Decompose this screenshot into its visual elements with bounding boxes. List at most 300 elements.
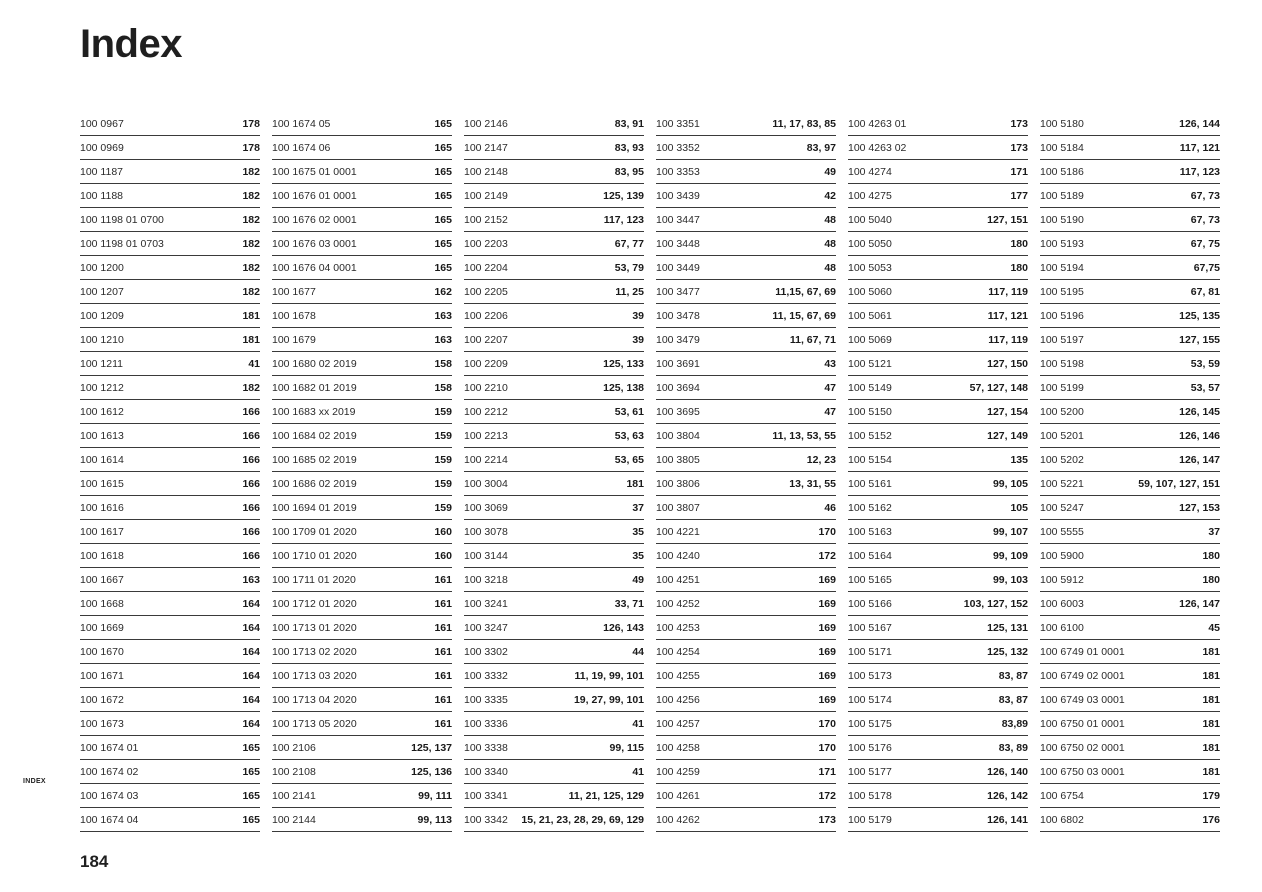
index-row — [80, 568, 260, 592]
page-references: 57, 127, 148 — [969, 381, 1028, 394]
index-row — [656, 328, 836, 352]
index-row — [848, 328, 1028, 352]
page-references: 171 — [1010, 165, 1028, 178]
article-number: 100 1212 — [80, 381, 124, 394]
page-references: 159 — [434, 405, 452, 418]
page-references: 83,89 — [1001, 717, 1028, 730]
page-references: 181 — [242, 309, 260, 322]
page-references: 53, 57 — [1190, 381, 1220, 394]
index-row — [1040, 808, 1220, 832]
article-number: 100 3342 — [464, 813, 508, 826]
index-row — [848, 520, 1028, 544]
page-references: 44 — [632, 645, 644, 658]
article-number: 100 3336 — [464, 717, 508, 730]
index-row — [464, 352, 644, 376]
article-number: 100 1710 01 2020 — [272, 549, 357, 562]
page-references: 177 — [1010, 189, 1028, 202]
index-row — [1040, 184, 1220, 208]
index-row — [464, 424, 644, 448]
page-references: 181 — [1202, 693, 1220, 706]
page-references: 37 — [632, 501, 644, 514]
article-number: 100 1713 01 2020 — [272, 621, 357, 634]
index-row — [80, 304, 260, 328]
index-row — [848, 448, 1028, 472]
page-references: 182 — [242, 165, 260, 178]
article-number: 100 1668 — [80, 597, 124, 610]
index-row — [272, 232, 452, 256]
page-references: 165 — [242, 741, 260, 754]
page-references: 125, 135 — [1179, 309, 1220, 322]
index-row — [80, 448, 260, 472]
index-row — [1040, 520, 1220, 544]
page-references: 171 — [818, 765, 836, 778]
article-number: 100 2207 — [464, 333, 508, 346]
index-row — [464, 784, 644, 808]
index-row — [848, 184, 1028, 208]
page-references: 181 — [1202, 645, 1220, 658]
page-references: 67, 73 — [1190, 213, 1220, 226]
article-number: 100 1674 05 — [272, 117, 331, 130]
index-row — [272, 808, 452, 832]
article-number: 100 3807 — [656, 501, 700, 514]
article-number: 100 6754 — [1040, 789, 1084, 802]
page-references: 125, 138 — [603, 381, 644, 394]
index-columns — [0, 112, 1262, 832]
page-references: 164 — [242, 621, 260, 634]
article-number: 100 1674 06 — [272, 141, 331, 154]
article-number: 100 2148 — [464, 165, 508, 178]
page-references: 83, 95 — [614, 165, 644, 178]
page-references: 180 — [1010, 237, 1028, 250]
index-row — [656, 112, 836, 136]
index-row — [80, 544, 260, 568]
index-row — [272, 304, 452, 328]
index-row — [464, 664, 644, 688]
index-column — [1040, 112, 1220, 832]
page-references: 11, 67, 71 — [789, 333, 836, 346]
article-number: 100 3353 — [656, 165, 700, 178]
page-references: 176 — [1202, 813, 1220, 826]
article-number: 100 1711 01 2020 — [272, 573, 356, 586]
index-row — [464, 184, 644, 208]
page-references: 49 — [824, 165, 836, 178]
page-references: 39 — [632, 309, 644, 322]
article-number: 100 3341 — [464, 789, 508, 802]
page-references: 127, 150 — [987, 357, 1028, 370]
page-references: 165 — [434, 141, 452, 154]
article-number: 100 1673 — [80, 717, 124, 730]
page-references: 159 — [434, 453, 452, 466]
index-row — [848, 304, 1028, 328]
index-row — [464, 544, 644, 568]
article-number: 100 5163 — [848, 525, 892, 538]
page-references: 182 — [242, 189, 260, 202]
index-row — [848, 568, 1028, 592]
page-references: 165 — [434, 117, 452, 130]
index-row — [848, 232, 1028, 256]
page-references: 67, 75 — [1190, 237, 1220, 250]
page-references: 160 — [434, 549, 452, 562]
article-number: 100 1667 — [80, 573, 124, 586]
article-number: 100 1682 01 2019 — [272, 381, 357, 394]
index-row — [848, 376, 1028, 400]
article-number: 100 6750 01 0001 — [1040, 717, 1125, 730]
article-number: 100 4240 — [656, 549, 700, 562]
index-row — [848, 808, 1028, 832]
page-references: 126, 142 — [987, 789, 1028, 802]
index-row — [848, 424, 1028, 448]
page-references: 182 — [242, 213, 260, 226]
page-references: 125, 132 — [987, 645, 1028, 658]
page-references: 83, 97 — [806, 141, 836, 154]
article-number: 100 1198 01 0703 — [80, 237, 164, 250]
article-number: 100 5189 — [1040, 189, 1084, 202]
page-references: 126, 145 — [1179, 405, 1220, 418]
index-row — [272, 376, 452, 400]
page-references: 126, 140 — [987, 765, 1028, 778]
index-row — [1040, 736, 1220, 760]
index-row — [464, 736, 644, 760]
index-row — [464, 712, 644, 736]
index-row — [272, 520, 452, 544]
article-number: 100 4221 — [656, 525, 700, 538]
index-row — [848, 640, 1028, 664]
article-number: 100 5050 — [848, 237, 892, 250]
page-references: 117, 121 — [1179, 141, 1220, 154]
page-references: 173 — [1010, 117, 1028, 130]
article-number: 100 2203 — [464, 237, 508, 250]
index-row — [656, 592, 836, 616]
page-references: 161 — [434, 669, 452, 682]
page-references: 164 — [242, 693, 260, 706]
index-row — [80, 400, 260, 424]
article-number: 100 2212 — [464, 405, 508, 418]
page-references: 182 — [242, 381, 260, 394]
article-number: 100 6100 — [1040, 621, 1084, 634]
page-references: 164 — [242, 597, 260, 610]
article-number: 100 1680 02 2019 — [272, 357, 357, 370]
page-references: 166 — [242, 453, 260, 466]
index-row — [656, 400, 836, 424]
index-row — [656, 712, 836, 736]
article-number: 100 1679 — [272, 333, 316, 346]
index-column — [272, 112, 452, 832]
index-row — [272, 472, 452, 496]
article-number: 100 1209 — [80, 309, 124, 322]
page-references: 127, 149 — [987, 429, 1028, 442]
article-number: 100 5186 — [1040, 165, 1084, 178]
index-row — [272, 424, 452, 448]
index-row — [80, 496, 260, 520]
article-number: 100 1677 — [272, 285, 316, 298]
article-number: 100 5176 — [848, 741, 892, 754]
index-row — [464, 304, 644, 328]
article-number: 100 5161 — [848, 477, 892, 490]
article-number: 100 0967 — [80, 117, 124, 130]
index-row — [1040, 208, 1220, 232]
page-references: 127, 155 — [1179, 333, 1220, 346]
index-row — [1040, 760, 1220, 784]
article-number: 100 5195 — [1040, 285, 1084, 298]
page-references: 127, 154 — [987, 405, 1028, 418]
index-row — [464, 160, 644, 184]
page-references: 170 — [818, 525, 836, 538]
page-references: 166 — [242, 405, 260, 418]
page-references: 126, 141 — [987, 813, 1028, 826]
index-row — [656, 472, 836, 496]
page-references: 126, 147 — [1179, 453, 1220, 466]
article-number: 100 2106 — [272, 741, 316, 754]
index-row — [464, 448, 644, 472]
article-number: 100 3805 — [656, 453, 700, 466]
article-number: 100 3340 — [464, 765, 508, 778]
article-number: 100 5061 — [848, 309, 892, 322]
article-number: 100 5197 — [1040, 333, 1084, 346]
page-references: 67, 77 — [614, 237, 644, 250]
index-row — [1040, 496, 1220, 520]
index-row — [272, 136, 452, 160]
article-number: 100 4257 — [656, 717, 700, 730]
article-number: 100 5184 — [1040, 141, 1084, 154]
article-number: 100 3449 — [656, 261, 700, 274]
article-number: 100 1684 02 2019 — [272, 429, 357, 442]
article-number: 100 6003 — [1040, 597, 1084, 610]
index-row — [80, 808, 260, 832]
index-row — [80, 592, 260, 616]
index-row — [80, 376, 260, 400]
article-number: 100 2204 — [464, 261, 508, 274]
index-row — [656, 232, 836, 256]
article-number: 100 5900 — [1040, 549, 1084, 562]
article-number: 100 5164 — [848, 549, 892, 562]
article-number: 100 4262 — [656, 813, 700, 826]
index-row — [656, 208, 836, 232]
index-row — [656, 616, 836, 640]
article-number: 100 5202 — [1040, 453, 1084, 466]
index-row — [272, 640, 452, 664]
page-references: 41 — [248, 357, 260, 370]
article-number: 100 3144 — [464, 549, 508, 562]
index-row — [656, 376, 836, 400]
index-row — [272, 208, 452, 232]
article-number: 100 3247 — [464, 621, 508, 634]
page-references: 169 — [818, 645, 836, 658]
article-number: 100 2213 — [464, 429, 508, 442]
page-references: 53, 59 — [1190, 357, 1220, 370]
index-row — [464, 328, 644, 352]
article-number: 100 3806 — [656, 477, 700, 490]
article-number: 100 1210 — [80, 333, 124, 346]
index-row — [80, 664, 260, 688]
page-references: 13, 31, 55 — [789, 477, 836, 490]
index-row — [1040, 136, 1220, 160]
index-row — [1040, 328, 1220, 352]
article-number: 100 5198 — [1040, 357, 1084, 370]
page-references: 83, 89 — [998, 741, 1028, 754]
page-references: 166 — [242, 501, 260, 514]
index-row — [464, 112, 644, 136]
article-number: 100 5150 — [848, 405, 892, 418]
article-number: 100 5121 — [848, 357, 892, 370]
article-number: 100 5152 — [848, 429, 892, 442]
page-references: 173 — [818, 813, 836, 826]
index-row — [80, 136, 260, 160]
index-row — [272, 280, 452, 304]
index-row — [272, 616, 452, 640]
page-references: 83, 93 — [614, 141, 644, 154]
page-references: 99, 105 — [992, 477, 1028, 490]
page-references: 170 — [818, 741, 836, 754]
index-row — [656, 784, 836, 808]
article-number: 100 6749 03 0001 — [1040, 693, 1125, 706]
page-title: Index — [80, 22, 182, 66]
page-references: 169 — [818, 573, 836, 586]
page-references: 166 — [242, 549, 260, 562]
index-row — [80, 784, 260, 808]
index-row — [1040, 280, 1220, 304]
article-number: 100 2206 — [464, 309, 508, 322]
page-references: 126, 143 — [603, 621, 644, 634]
article-number: 100 5912 — [1040, 573, 1084, 586]
article-number: 100 5179 — [848, 813, 892, 826]
page-references: 11, 19, 99, 101 — [574, 669, 644, 682]
index-row — [656, 640, 836, 664]
index-row — [848, 496, 1028, 520]
index-row — [272, 496, 452, 520]
page-references: 178 — [242, 141, 260, 154]
page-references: 67, 73 — [1190, 189, 1220, 202]
page-references: 165 — [434, 237, 452, 250]
page-references: 125, 131 — [987, 621, 1028, 634]
article-number: 100 2146 — [464, 117, 508, 130]
article-number: 100 2144 — [272, 813, 316, 826]
article-number: 100 5167 — [848, 621, 892, 634]
index-row — [656, 520, 836, 544]
index-row — [272, 352, 452, 376]
page-references: 161 — [434, 693, 452, 706]
index-row — [464, 520, 644, 544]
page-references: 180 — [1202, 549, 1220, 562]
page-references: 47 — [824, 381, 836, 394]
index-row — [272, 736, 452, 760]
index-row — [848, 472, 1028, 496]
page-references: 166 — [242, 429, 260, 442]
article-number: 100 1686 02 2019 — [272, 477, 357, 490]
page-references: 162 — [434, 285, 452, 298]
page-references: 41 — [632, 765, 644, 778]
page-references: 182 — [242, 285, 260, 298]
article-number: 100 3004 — [464, 477, 508, 490]
article-number: 100 1676 01 0001 — [272, 189, 357, 202]
side-section-label: INDEX — [23, 778, 46, 785]
index-row — [464, 472, 644, 496]
page-references: 117, 123 — [603, 213, 644, 226]
index-column — [464, 112, 644, 832]
article-number: 100 1613 — [80, 429, 124, 442]
page-references: 159 — [434, 477, 452, 490]
article-number: 100 5149 — [848, 381, 892, 394]
page-references: 127, 153 — [1179, 501, 1220, 514]
article-number: 100 1676 02 0001 — [272, 213, 357, 226]
article-number: 100 1198 01 0700 — [80, 213, 164, 226]
article-number: 100 6750 02 0001 — [1040, 741, 1125, 754]
article-number: 100 4263 01 — [848, 117, 907, 130]
article-number: 100 2205 — [464, 285, 508, 298]
index-row — [848, 136, 1028, 160]
article-number: 100 3338 — [464, 741, 508, 754]
article-number: 100 3479 — [656, 333, 700, 346]
index-row — [848, 784, 1028, 808]
index-row — [656, 424, 836, 448]
article-number: 100 1187 — [80, 165, 124, 178]
index-row — [1040, 352, 1220, 376]
page-references: 83, 87 — [998, 693, 1028, 706]
index-row — [656, 304, 836, 328]
article-number: 100 1669 — [80, 621, 124, 634]
page-references: 125, 139 — [603, 189, 644, 202]
index-row — [272, 448, 452, 472]
article-number: 100 4254 — [656, 645, 700, 658]
article-number: 100 3447 — [656, 213, 700, 226]
article-number: 100 2149 — [464, 189, 508, 202]
article-number: 100 5053 — [848, 261, 892, 274]
index-row — [464, 136, 644, 160]
article-number: 100 5060 — [848, 285, 892, 298]
index-row — [1040, 256, 1220, 280]
article-number: 100 1618 — [80, 549, 124, 562]
index-row — [80, 424, 260, 448]
article-number: 100 3477 — [656, 285, 700, 298]
article-number: 100 1207 — [80, 285, 124, 298]
article-number: 100 3351 — [656, 117, 700, 130]
index-row — [848, 664, 1028, 688]
page-references: 181 — [626, 477, 644, 490]
article-number: 100 1675 01 0001 — [272, 165, 357, 178]
article-number: 100 1676 04 0001 — [272, 261, 357, 274]
page-references: 11, 17, 83, 85 — [772, 117, 836, 130]
index-row — [1040, 568, 1220, 592]
index-row — [1040, 400, 1220, 424]
index-row — [272, 568, 452, 592]
index-row — [656, 664, 836, 688]
index-column — [848, 112, 1028, 832]
article-number: 100 6749 01 0001 — [1040, 645, 1125, 658]
article-number: 100 5165 — [848, 573, 892, 586]
page-references: 182 — [242, 237, 260, 250]
page-references: 161 — [434, 621, 452, 634]
index-row — [848, 160, 1028, 184]
article-number: 100 5178 — [848, 789, 892, 802]
page-references: 179 — [1202, 789, 1220, 802]
article-number: 100 5199 — [1040, 381, 1084, 394]
page-references: 47 — [824, 405, 836, 418]
article-number: 100 5174 — [848, 693, 892, 706]
article-number: 100 1674 02 — [80, 765, 139, 778]
article-number: 100 5193 — [1040, 237, 1084, 250]
article-number: 100 1683 xx 2019 — [272, 405, 356, 418]
index-row — [272, 688, 452, 712]
page-references: 158 — [434, 381, 452, 394]
article-number: 100 2108 — [272, 765, 316, 778]
index-row — [1040, 640, 1220, 664]
article-number: 100 3069 — [464, 501, 508, 514]
index-row — [848, 352, 1028, 376]
index-row — [848, 208, 1028, 232]
index-row — [1040, 424, 1220, 448]
index-row — [464, 640, 644, 664]
article-number: 100 5221 — [1040, 477, 1084, 490]
article-number: 100 3302 — [464, 645, 508, 658]
